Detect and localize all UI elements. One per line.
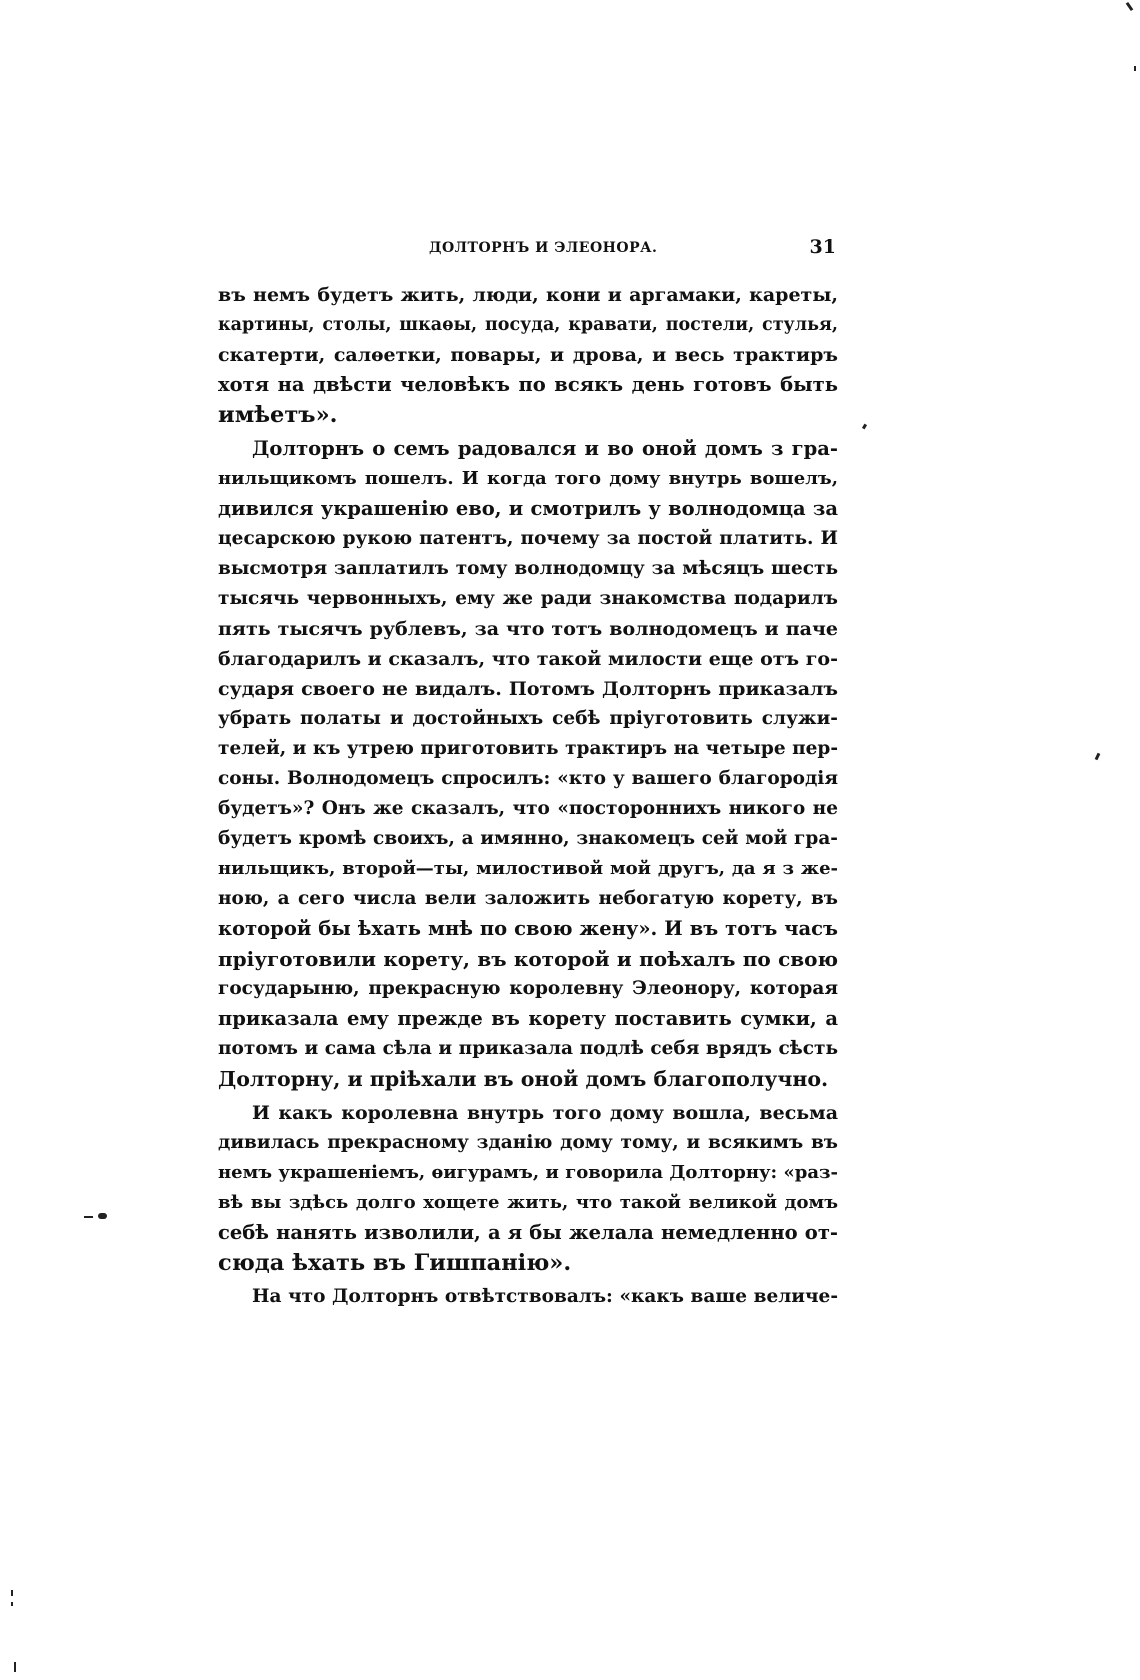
text-line: ною, а сего числа вели заложить небогатую корету, въ bbox=[218, 888, 838, 909]
scan-speck bbox=[1095, 753, 1101, 761]
text-line: хотя на двѣсти человѣкъ по всякъ день готовъ быть bbox=[218, 373, 838, 396]
text-line: телей, и къ утрею приготовить трактиръ на четыре пер- bbox=[218, 738, 838, 759]
text-line: дивилась прекрасному зданію дому тому, и всякимъ въ bbox=[218, 1132, 838, 1153]
scan-speck bbox=[1126, 2, 1134, 11]
text-line: скатерти, салѳетки, повары, и дрова, и весь трактиръ bbox=[218, 344, 838, 366]
text-line: которой бы ѣхать мнѣ по свою жену». И въ тотъ часъ bbox=[218, 917, 838, 940]
scan-speck bbox=[1134, 66, 1136, 71]
text-line: будетъ кромѣ своихъ, а имянно, знакомецъ сей мой гра- bbox=[218, 828, 838, 849]
text-line: будетъ»? Онъ же сказалъ, что «постороннихъ никого не bbox=[218, 798, 838, 819]
text-line: сюда ѣхать въ Гишпанію». bbox=[218, 1250, 572, 1276]
scan-speck bbox=[84, 1216, 93, 1218]
text-line: приказала ему прежде въ корету поставить сумки, а bbox=[218, 1007, 838, 1030]
text-line: государыню, прекрасную королевну Элеонору, которая bbox=[218, 978, 838, 999]
scan-speck bbox=[98, 1213, 107, 1219]
scan-speck bbox=[14, 1662, 16, 1672]
text-line: благодарилъ и сказалъ, что такой милости еще отъ го- bbox=[218, 648, 838, 670]
scan-speck bbox=[11, 1590, 13, 1596]
text-line: пять тысячъ рублевъ, за что тотъ волнодомецъ и паче bbox=[218, 618, 838, 640]
scan-speck bbox=[862, 424, 867, 430]
text-line: себѣ нанять изволили, а я бы желала немедленно от- bbox=[218, 1221, 838, 1244]
text-line: потомъ и сама сѣла и приказала подлѣ себя врядъ сѣсть bbox=[218, 1038, 838, 1059]
text-line: Долторну, и пріѣхали въ оной домъ благополучно. bbox=[218, 1067, 829, 1091]
text-line: Долторнъ о семъ радовался и во оной домъ з гра- bbox=[252, 437, 838, 460]
text-line: соны. Волнодомецъ спросилъ: «кто у вашего благородія bbox=[218, 768, 838, 789]
text-line: цесарскою рукою патентъ, почему за постой платить. И bbox=[218, 528, 838, 549]
text-line: немъ украшеніемъ, ѳигурамъ, и говорила Долторну: «раз- bbox=[218, 1162, 838, 1183]
text-line: имѣетъ». bbox=[218, 402, 338, 428]
text-line: дивился украшенію ево, и смотрилъ у волнодомца за bbox=[218, 497, 838, 520]
text-line: убрать полаты и достойныхъ себѣ пріуготовить служи- bbox=[218, 708, 838, 729]
running-title: ДОЛТОРНЪ И ЭЛЕОНОРА. bbox=[429, 240, 658, 256]
body-text bbox=[218, 280, 838, 1312]
text-line: вѣ вы здѣсь долго хощете жить, что такой великой домъ bbox=[218, 1192, 838, 1213]
text-line: высмотря заплатилъ тому волнодомцу за мѣсяцъ шесть bbox=[218, 558, 838, 579]
running-head bbox=[216, 236, 836, 266]
scan-speck bbox=[11, 1602, 13, 1606]
text-line: На что Долторнъ отвѣтствовалъ: «какъ ваше величе- bbox=[252, 1286, 838, 1307]
text-line: пріуготовили корету, въ которой и поѣхалъ по свою bbox=[218, 947, 838, 971]
text-line: картины, столы, шкаѳы, посуда, кравати, постели, стулья, bbox=[218, 315, 838, 335]
text-line: И какъ королевна внутрь того дому вошла, весьма bbox=[252, 1102, 838, 1124]
text-line: въ немъ будетъ жить, люди, кони и аргамаки, кареты, bbox=[218, 284, 838, 306]
text-line: нильщикомъ пошелъ. И когда того дому внутрь вошелъ, bbox=[218, 468, 838, 489]
text-line: нильщикъ, второй—ты, милостивой мой другъ, да я з же- bbox=[218, 858, 838, 879]
text-line: тысячь червонныхъ, ему же ради знакомства подарилъ bbox=[218, 588, 838, 609]
page-number: 31 bbox=[809, 236, 836, 258]
text-line: сударя своего не видалъ. Потомъ Долторнъ приказалъ bbox=[218, 678, 838, 700]
